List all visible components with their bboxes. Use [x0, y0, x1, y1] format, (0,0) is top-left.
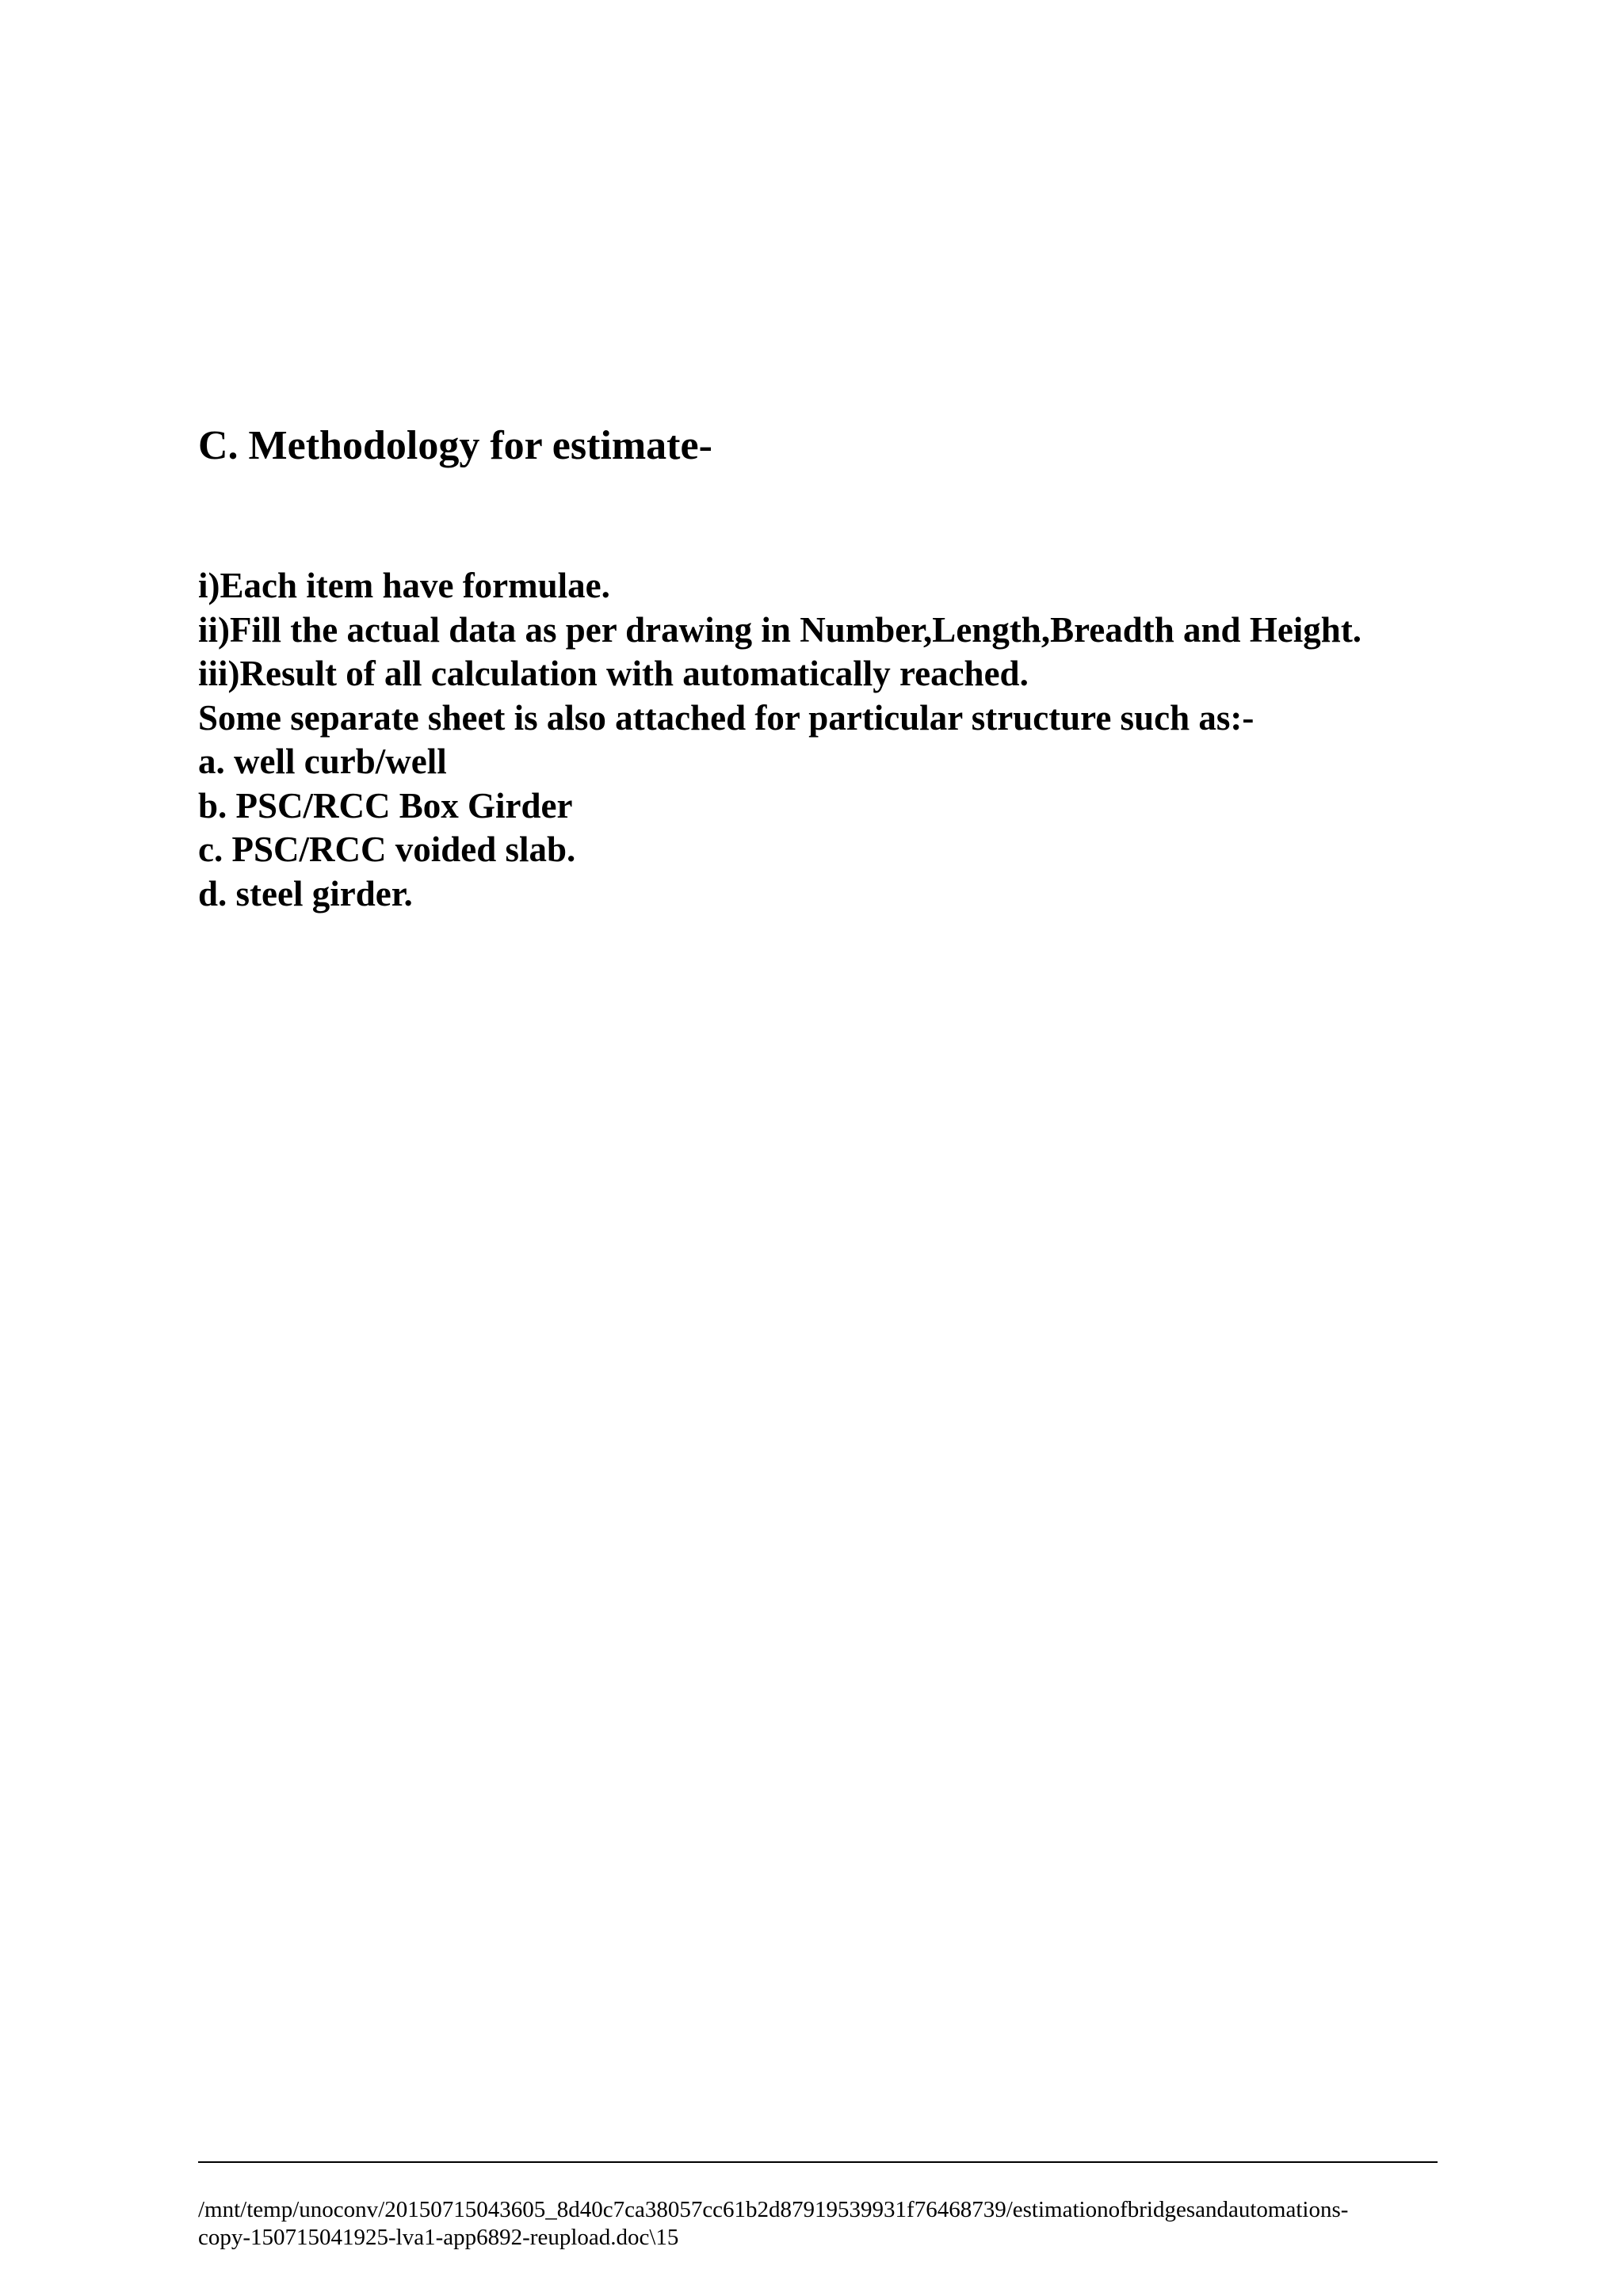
footer-path-line-1: /mnt/temp/unoconv/20150715043605_8d40c7ca38057cc61b2d87919539931f76468739/estimationofbridgesandautomations-	[198, 2197, 1349, 2222]
step-item-1: i)Each item have formulae.	[198, 566, 610, 605]
footer-file-path	[198, 2196, 1438, 2252]
structure-item-b: b. PSC/RCC Box Girder	[198, 785, 573, 826]
structure-item-a: a. well curb/well	[198, 742, 447, 781]
methodology-body	[198, 564, 1438, 916]
structure-item-d: d. steel girder.	[198, 873, 413, 913]
step-item-3: iii)Result of all calculation with automatically reached.	[198, 654, 1029, 693]
step-item-2: ii)Fill the actual data as per drawing in Number,Length,Breadth and Height.	[198, 609, 1362, 650]
footer-divider	[198, 2161, 1438, 2163]
attachment-intro: Some separate sheet is also attached for particular structure such as:-	[198, 697, 1254, 738]
section-heading: C. Methodology for estimate-	[198, 423, 712, 468]
footer-path-line-2: copy-150715041925-lva1-app6892-reupload.doc\15	[198, 2225, 679, 2250]
structure-item-c: c. PSC/RCC voided slab.	[198, 830, 576, 869]
